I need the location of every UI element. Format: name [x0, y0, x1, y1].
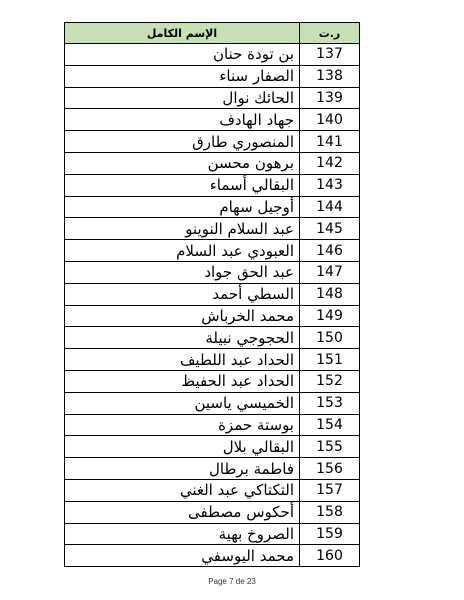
full-name-cell: عبد السلام النوينو — [65, 218, 300, 240]
full-name-cell: الحداد عبد الحفيظ — [65, 370, 300, 392]
table-row — [65, 479, 360, 501]
serial-number-cell: 145 — [300, 218, 360, 240]
table-row — [65, 458, 360, 480]
full-name-cell: محمد الخرباش — [65, 305, 300, 327]
serial-number-cell: 160 — [300, 545, 360, 567]
table-row — [65, 44, 360, 66]
full-name-cell: فاطمة برطال — [65, 458, 300, 480]
serial-number-cell: 149 — [300, 305, 360, 327]
serial-number-cell: 157 — [300, 479, 360, 501]
table-row — [65, 65, 360, 87]
full-name-cell: أوجيل سهام — [65, 196, 300, 218]
table-row — [65, 87, 360, 109]
table-row — [65, 436, 360, 458]
table-row — [65, 370, 360, 392]
table-row — [65, 240, 360, 262]
serial-number-cell: 156 — [300, 458, 360, 480]
serial-number-cell: 138 — [300, 65, 360, 87]
serial-number-cell: 139 — [300, 87, 360, 109]
serial-number-cell: 144 — [300, 196, 360, 218]
table-row — [65, 174, 360, 196]
full-name-cell: برهون محسن — [65, 152, 300, 174]
table-row — [65, 283, 360, 305]
full-name-cell: أحكوس مصطفى — [65, 501, 300, 523]
table-row — [65, 109, 360, 131]
full-name-cell: التكتاكي عبد الغني — [65, 479, 300, 501]
serial-number-cell: 147 — [300, 261, 360, 283]
serial-number-cell: 137 — [300, 44, 360, 66]
table-body — [65, 44, 360, 567]
full-name-cell: الخميسي ياسين — [65, 392, 300, 414]
page-footer: Page 7 de 23 — [208, 577, 256, 586]
full-name-cell: بوستة حمزة — [65, 414, 300, 436]
serial-number-cell: 158 — [300, 501, 360, 523]
full-name-cell: الصفار سناء — [65, 65, 300, 87]
serial-number-cell: 140 — [300, 109, 360, 131]
header-full-name: الإسم الكامل — [65, 23, 300, 44]
table-row — [65, 392, 360, 414]
serial-number-cell: 159 — [300, 523, 360, 545]
table-row — [65, 327, 360, 349]
table-row — [65, 218, 360, 240]
full-name-cell: جهاد الهادف — [65, 109, 300, 131]
serial-number-cell: 141 — [300, 131, 360, 153]
full-name-cell: محمد اليوسفي — [65, 545, 300, 567]
serial-number-cell: 142 — [300, 152, 360, 174]
full-name-cell: المنصوري طارق — [65, 131, 300, 153]
table-row — [65, 523, 360, 545]
serial-number-cell: 148 — [300, 283, 360, 305]
table-row — [65, 501, 360, 523]
table-row — [65, 196, 360, 218]
names-table — [64, 22, 360, 567]
serial-number-cell: 155 — [300, 436, 360, 458]
table-row — [65, 131, 360, 153]
serial-number-cell: 154 — [300, 414, 360, 436]
table-row — [65, 261, 360, 283]
full-name-cell: عبد الحق جواد — [65, 261, 300, 283]
serial-number-cell: 151 — [300, 349, 360, 371]
table-row — [65, 152, 360, 174]
table-row — [65, 349, 360, 371]
full-name-cell: الصروخ بهية — [65, 523, 300, 545]
serial-number-cell: 146 — [300, 240, 360, 262]
table-header-row — [65, 23, 360, 44]
full-name-cell: السطي أحمد — [65, 283, 300, 305]
table-row — [65, 305, 360, 327]
serial-number-cell: 150 — [300, 327, 360, 349]
serial-number-cell: 152 — [300, 370, 360, 392]
full-name-cell: الحداد عبد اللطيف — [65, 349, 300, 371]
table-row — [65, 414, 360, 436]
table-row — [65, 545, 360, 567]
full-name-cell: البقالي بلال — [65, 436, 300, 458]
full-name-cell: العبودي عبد السلام — [65, 240, 300, 262]
serial-number-cell: 153 — [300, 392, 360, 414]
serial-number-cell: 143 — [300, 174, 360, 196]
full-name-cell: البقالي أسماء — [65, 174, 300, 196]
full-name-cell: الحجوجي نبيلة — [65, 327, 300, 349]
full-name-cell: بن تودة حنان — [65, 44, 300, 66]
full-name-cell: الحائك نوال — [65, 87, 300, 109]
header-serial-number: ر.ت — [300, 23, 360, 44]
